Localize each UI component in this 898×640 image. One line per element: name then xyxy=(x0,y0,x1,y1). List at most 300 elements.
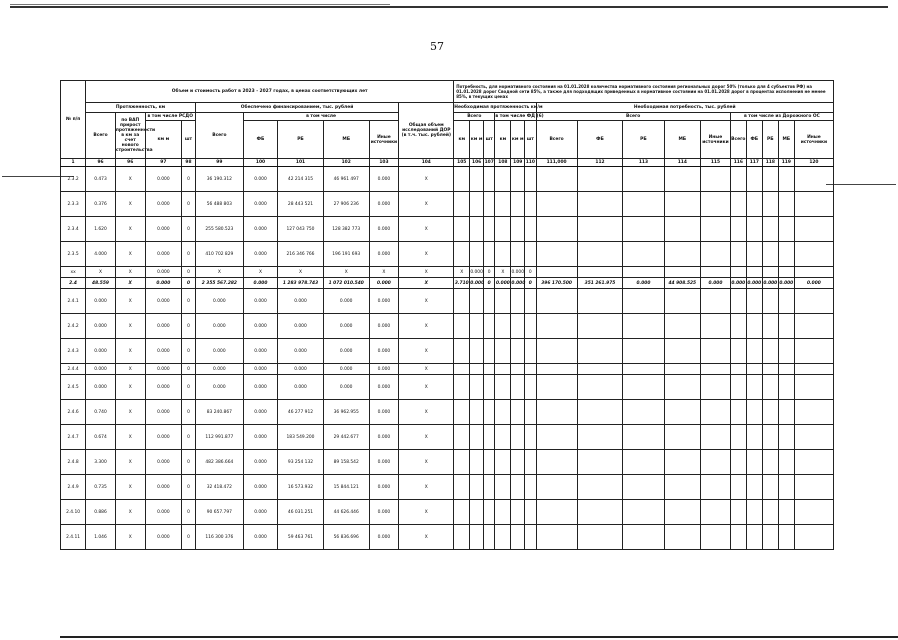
cell-need xyxy=(536,525,577,550)
cell-need xyxy=(577,192,623,217)
col-header-need-fb: ФБ xyxy=(577,121,623,159)
cell-s1: 0 xyxy=(182,167,196,192)
cell-need xyxy=(794,525,833,550)
table-row xyxy=(61,500,834,525)
cell-total: 482 386.664 xyxy=(195,450,243,475)
cell-need xyxy=(525,525,536,550)
cell-need xyxy=(794,267,833,278)
cell-need xyxy=(454,375,470,400)
cell-need xyxy=(623,242,664,267)
cell-no: 2.4.6 xyxy=(61,400,86,425)
cell-need xyxy=(730,192,746,217)
cell-need xyxy=(495,364,511,375)
cell-x2: X xyxy=(399,314,454,339)
cell-need xyxy=(794,192,833,217)
cell-x2: X xyxy=(399,192,454,217)
column-index-cell: 108 xyxy=(495,159,511,167)
cell-need xyxy=(511,217,525,242)
cell-x1: X xyxy=(115,339,145,364)
cell-need xyxy=(577,425,623,450)
cell-x2: X xyxy=(399,400,454,425)
cell-s1: 0 xyxy=(182,278,196,289)
col-header-need-other: Иные источники xyxy=(701,121,731,159)
col-header-incl-fb: в том числе из Дорожного ОС xyxy=(730,113,833,121)
cell-need xyxy=(701,314,731,339)
cell-need xyxy=(730,267,746,278)
cell-need xyxy=(495,400,511,425)
cell-need xyxy=(623,475,664,500)
cell-v1: 0.000 xyxy=(145,400,182,425)
cell-need: 0.000 xyxy=(470,278,484,289)
cell-need: 0 xyxy=(525,278,536,289)
column-index-cell: 113 xyxy=(623,159,664,167)
table-row xyxy=(61,450,834,475)
column-index-cell: 105 xyxy=(454,159,470,167)
cell-mb: 29 442.677 xyxy=(323,425,369,450)
cell-need xyxy=(746,500,762,525)
cell-need xyxy=(454,525,470,550)
cell-need xyxy=(511,364,525,375)
cell-need xyxy=(762,339,778,364)
cell-need: X xyxy=(495,267,511,278)
cell-need xyxy=(511,400,525,425)
cell-need xyxy=(454,475,470,500)
cell-no: 2.4.1 xyxy=(61,289,86,314)
cell-other: 0.000 xyxy=(369,500,399,525)
cell-need xyxy=(794,425,833,450)
column-index-cell: 116 xyxy=(730,159,746,167)
cell-need xyxy=(454,314,470,339)
cell-s1: 0 xyxy=(182,267,196,278)
cell-s1: 0 xyxy=(182,450,196,475)
column-index-cell: 117 xyxy=(746,159,762,167)
cell-need xyxy=(746,475,762,500)
col-header-rsdo: в том числе РСДО xyxy=(145,113,195,121)
page-number: 57 xyxy=(430,40,444,53)
cell-need xyxy=(746,267,762,278)
cell-x2: X xyxy=(399,475,454,500)
col-header-kmm-b: км м xyxy=(511,121,525,159)
cell-x1: X xyxy=(115,400,145,425)
cell-need xyxy=(495,500,511,525)
cell-need xyxy=(664,339,701,364)
cell-fb: 0.000 xyxy=(243,278,277,289)
cell-need xyxy=(483,450,494,475)
cell-need xyxy=(762,267,778,278)
cell-need xyxy=(495,475,511,500)
cell-need xyxy=(664,217,701,242)
column-index-cell: 97 xyxy=(145,159,182,167)
cell-need xyxy=(778,364,794,375)
cell-need xyxy=(762,242,778,267)
cell-need xyxy=(701,289,731,314)
cell-need xyxy=(730,242,746,267)
cell-need xyxy=(778,217,794,242)
cell-need xyxy=(454,339,470,364)
cell-need xyxy=(794,364,833,375)
table-row xyxy=(61,375,834,400)
cell-need xyxy=(762,500,778,525)
cell-need xyxy=(525,375,536,400)
cell-need xyxy=(511,450,525,475)
col-header-fb: ФБ xyxy=(243,121,277,159)
col-header-incl: в том числе xyxy=(243,113,398,121)
col-header-km-b: км xyxy=(495,121,511,159)
cell-need xyxy=(495,242,511,267)
cell-need xyxy=(511,375,525,400)
cell-need xyxy=(664,450,701,475)
cell-need xyxy=(746,450,762,475)
cell-need xyxy=(664,525,701,550)
cell-need xyxy=(470,450,484,475)
cell-need xyxy=(577,475,623,500)
cell-need xyxy=(525,364,536,375)
cell-no: 2.4.9 xyxy=(61,475,86,500)
cell-need: X xyxy=(454,267,470,278)
col-header-rb: РБ xyxy=(278,121,324,159)
cell-other: 0.000 xyxy=(369,314,399,339)
cell-need xyxy=(623,364,664,375)
cell-total: 56 488 803 xyxy=(195,192,243,217)
col-header-total-len: Всего xyxy=(86,113,116,159)
cell-need xyxy=(762,375,778,400)
cell-need xyxy=(746,167,762,192)
cell-need xyxy=(730,450,746,475)
cell-rb: 46 031.251 xyxy=(278,500,324,525)
cell-need xyxy=(778,242,794,267)
cell-rb: 216 346 766 xyxy=(278,242,324,267)
cell-x2: X xyxy=(399,217,454,242)
col-header-total-km: Всего xyxy=(454,113,495,121)
cell-need xyxy=(664,267,701,278)
cell-no: 2.3.3 xyxy=(61,192,86,217)
cell-v1: 0.000 xyxy=(145,192,182,217)
cell-other: 0.000 xyxy=(369,242,399,267)
cell-need: 0.000 xyxy=(511,278,525,289)
cell-need xyxy=(623,375,664,400)
cell-fb: 0.000 xyxy=(243,400,277,425)
cell-need xyxy=(495,217,511,242)
cell-v1: 0.000 xyxy=(145,217,182,242)
cell-s1: 0 xyxy=(182,339,196,364)
column-index-cell: 96 xyxy=(86,159,116,167)
col-header-need-km: Необходимая протяженность км/м xyxy=(454,103,536,113)
cell-need xyxy=(577,217,623,242)
cell-need xyxy=(495,314,511,339)
cell-v1: 0.000 xyxy=(145,525,182,550)
cell-v1: 0.000 xyxy=(145,364,182,375)
cell-need xyxy=(525,475,536,500)
cell-v1: 0.000 xyxy=(145,278,182,289)
cell-need xyxy=(746,289,762,314)
cell-x2: X xyxy=(399,525,454,550)
cell-other: 0.000 xyxy=(369,217,399,242)
column-index-cell: 98 xyxy=(182,159,196,167)
cell-need xyxy=(746,217,762,242)
cell-need xyxy=(454,167,470,192)
cell-need xyxy=(623,400,664,425)
cell-len: 1.046 xyxy=(86,525,116,550)
cell-need xyxy=(525,242,536,267)
col-header-km-a: км xyxy=(454,121,470,159)
cell-need xyxy=(536,314,577,339)
cell-need xyxy=(577,339,623,364)
cell-x1: X xyxy=(115,450,145,475)
cell-need xyxy=(454,242,470,267)
cell-need xyxy=(536,364,577,375)
cell-fb: 0.000 xyxy=(243,364,277,375)
col-header-sht-a: шт xyxy=(483,121,494,159)
cell-need xyxy=(701,525,731,550)
cell-need xyxy=(762,525,778,550)
cell-need xyxy=(483,500,494,525)
cell-need xyxy=(495,425,511,450)
cell-need xyxy=(794,289,833,314)
cell-need xyxy=(525,400,536,425)
cell-need xyxy=(470,314,484,339)
table-row xyxy=(61,267,834,278)
cell-mb: 15 844.121 xyxy=(323,475,369,500)
cell-len: 0.000 xyxy=(86,289,116,314)
cell-x1: X xyxy=(115,525,145,550)
cell-need: 0.000 xyxy=(762,278,778,289)
column-index-cell: 114 xyxy=(664,159,701,167)
cell-need xyxy=(664,289,701,314)
cell-need xyxy=(762,364,778,375)
cell-need xyxy=(762,425,778,450)
cell-v1: 0.000 xyxy=(145,242,182,267)
cell-s1: 0 xyxy=(182,375,196,400)
cell-need xyxy=(701,425,731,450)
cell-x1: X xyxy=(115,364,145,375)
column-index-cell: 104 xyxy=(399,159,454,167)
cell-need xyxy=(730,500,746,525)
cell-mb: 56 836.696 xyxy=(323,525,369,550)
cell-other: X xyxy=(369,267,399,278)
cell-s1: 0 xyxy=(182,475,196,500)
col-header-no: № п/п xyxy=(61,81,86,159)
bottom-rule xyxy=(60,636,898,638)
cell-need xyxy=(730,289,746,314)
cell-need xyxy=(483,364,494,375)
cell-need xyxy=(536,375,577,400)
cell-other: 0.000 xyxy=(369,450,399,475)
cell-need xyxy=(623,192,664,217)
cell-mb: 0.000 xyxy=(323,364,369,375)
cell-need xyxy=(664,242,701,267)
cell-need: 0.000 xyxy=(778,278,794,289)
cell-need xyxy=(746,339,762,364)
cell-need xyxy=(577,364,623,375)
top-rule xyxy=(10,6,888,8)
cell-need xyxy=(536,289,577,314)
cell-need xyxy=(701,339,731,364)
cell-mb: 89 158.542 xyxy=(323,450,369,475)
cell-mb: 196 191 693 xyxy=(323,242,369,267)
cell-need xyxy=(470,375,484,400)
cell-need xyxy=(701,364,731,375)
cell-x1: X xyxy=(115,242,145,267)
cell-need xyxy=(778,314,794,339)
cell-len: 1.620 xyxy=(86,217,116,242)
cell-fb: 0.000 xyxy=(243,475,277,500)
cell-s1: 0 xyxy=(182,364,196,375)
cell-rb: X xyxy=(278,267,324,278)
cell-mb: 36 962.955 xyxy=(323,400,369,425)
cell-need xyxy=(730,400,746,425)
cell-need: 0.000 xyxy=(794,278,833,289)
cell-mb: 44 626.446 xyxy=(323,500,369,525)
col-header-incl-fb2: в том числе ФД (6) xyxy=(495,114,544,119)
cell-need xyxy=(794,314,833,339)
cell-s1: 0 xyxy=(182,314,196,339)
cell-need xyxy=(730,375,746,400)
cell-total: 36 190.312 xyxy=(195,167,243,192)
cell-need xyxy=(664,375,701,400)
column-index-cell: 112 xyxy=(577,159,623,167)
cell-rb: 0.000 xyxy=(278,339,324,364)
cell-need xyxy=(746,314,762,339)
cell-need xyxy=(483,217,494,242)
column-index-cell: 96 xyxy=(115,159,145,167)
cell-x2: X xyxy=(399,339,454,364)
cell-total: 410 702 829 xyxy=(195,242,243,267)
cell-need xyxy=(483,314,494,339)
column-index-cell: 102 xyxy=(323,159,369,167)
cell-v1: 0.000 xyxy=(145,475,182,500)
cell-fb: X xyxy=(243,267,277,278)
cell-need xyxy=(664,314,701,339)
cell-no: 2.4.7 xyxy=(61,425,86,450)
cell-need xyxy=(577,450,623,475)
cell-other: 0.000 xyxy=(369,167,399,192)
cell-need: 0 xyxy=(483,267,494,278)
cell-need: 351 261.975 xyxy=(577,278,623,289)
cell-x1: X xyxy=(115,289,145,314)
cell-need xyxy=(525,167,536,192)
cell-fb: 0.000 xyxy=(243,167,277,192)
cell-no: 2.3.2 xyxy=(61,167,86,192)
cell-x1: X xyxy=(115,375,145,400)
table-row xyxy=(61,400,834,425)
col-header-sht-b: шт xyxy=(525,121,536,159)
cell-total: 0.000 xyxy=(195,375,243,400)
cell-need xyxy=(483,242,494,267)
cell-v1: 0.000 xyxy=(145,339,182,364)
cell-v1: 0.000 xyxy=(145,425,182,450)
cell-need xyxy=(577,375,623,400)
cell-need xyxy=(536,475,577,500)
cell-need xyxy=(511,525,525,550)
col-header-mb: МБ xyxy=(323,121,369,159)
cell-s1: 0 xyxy=(182,242,196,267)
col-header-need-total: Всего xyxy=(536,113,730,121)
cell-need xyxy=(794,242,833,267)
cell-need xyxy=(470,192,484,217)
cell-no: 2.4.4 xyxy=(61,364,86,375)
cell-rb: 127 043 750 xyxy=(278,217,324,242)
cell-total: 0.000 xyxy=(195,314,243,339)
cell-need xyxy=(778,375,794,400)
cell-need xyxy=(730,217,746,242)
cell-total: 116 300 376 xyxy=(195,525,243,550)
cell-need xyxy=(536,400,577,425)
cell-need xyxy=(536,267,577,278)
cell-need xyxy=(623,450,664,475)
column-index-cell: 106 xyxy=(470,159,484,167)
cell-v1: 0.000 xyxy=(145,167,182,192)
cell-x1: X xyxy=(115,267,145,278)
cell-need xyxy=(762,192,778,217)
cell-mb: 0.000 xyxy=(323,339,369,364)
cell-x2: X xyxy=(399,289,454,314)
cell-x2: X xyxy=(399,267,454,278)
cell-need xyxy=(483,425,494,450)
cell-len: 0.740 xyxy=(86,400,116,425)
cell-total: 32 418.472 xyxy=(195,475,243,500)
cell-need xyxy=(778,192,794,217)
cell-len: 0.735 xyxy=(86,475,116,500)
cell-mb: 0.000 xyxy=(323,375,369,400)
cell-x2: X xyxy=(399,500,454,525)
cell-mb: 0.000 xyxy=(323,289,369,314)
col-header-os-other: Иные источники xyxy=(794,121,833,159)
top-rule-thin xyxy=(10,4,390,5)
cell-need xyxy=(525,217,536,242)
cell-x2: X xyxy=(399,242,454,267)
cell-need xyxy=(525,450,536,475)
column-index-cell: 100 xyxy=(243,159,277,167)
cell-need xyxy=(511,289,525,314)
cell-other: 0.000 xyxy=(369,400,399,425)
cell-mb: 0.000 xyxy=(323,314,369,339)
cell-need xyxy=(483,375,494,400)
cell-need xyxy=(778,450,794,475)
col-header-os-rb: РБ xyxy=(762,121,778,159)
col-header-need-mb: МБ xyxy=(664,121,701,159)
cell-rb: 0.000 xyxy=(278,364,324,375)
cell-need xyxy=(701,167,731,192)
cell-need xyxy=(525,289,536,314)
cell-need xyxy=(536,192,577,217)
cell-need xyxy=(778,267,794,278)
cell-need xyxy=(511,242,525,267)
cell-v1: 0.000 xyxy=(145,500,182,525)
cell-need xyxy=(577,525,623,550)
cell-rb: 1 283 978.743 xyxy=(278,278,324,289)
cell-x2: X xyxy=(399,364,454,375)
column-index-cell: 111,000 xyxy=(536,159,577,167)
table-row xyxy=(61,364,834,375)
cell-need xyxy=(483,475,494,500)
cell-need xyxy=(746,525,762,550)
cell-fb: 0.000 xyxy=(243,192,277,217)
cell-x2: X xyxy=(399,425,454,450)
col-header-other: Иные источники xyxy=(369,121,399,159)
cell-need xyxy=(762,475,778,500)
cell-rb: 0.000 xyxy=(278,375,324,400)
cell-need xyxy=(470,167,484,192)
cell-rb: 59 463 761 xyxy=(278,525,324,550)
cell-v1: 0.000 xyxy=(145,289,182,314)
table-row xyxy=(61,167,834,192)
cell-no: xx xyxy=(61,267,86,278)
cell-rb: 42 214 315 xyxy=(278,167,324,192)
cell-total: 0.000 xyxy=(195,289,243,314)
col-header-kmm-a: км м xyxy=(470,121,484,159)
cell-need xyxy=(525,500,536,525)
cell-fb: 0.000 xyxy=(243,450,277,475)
